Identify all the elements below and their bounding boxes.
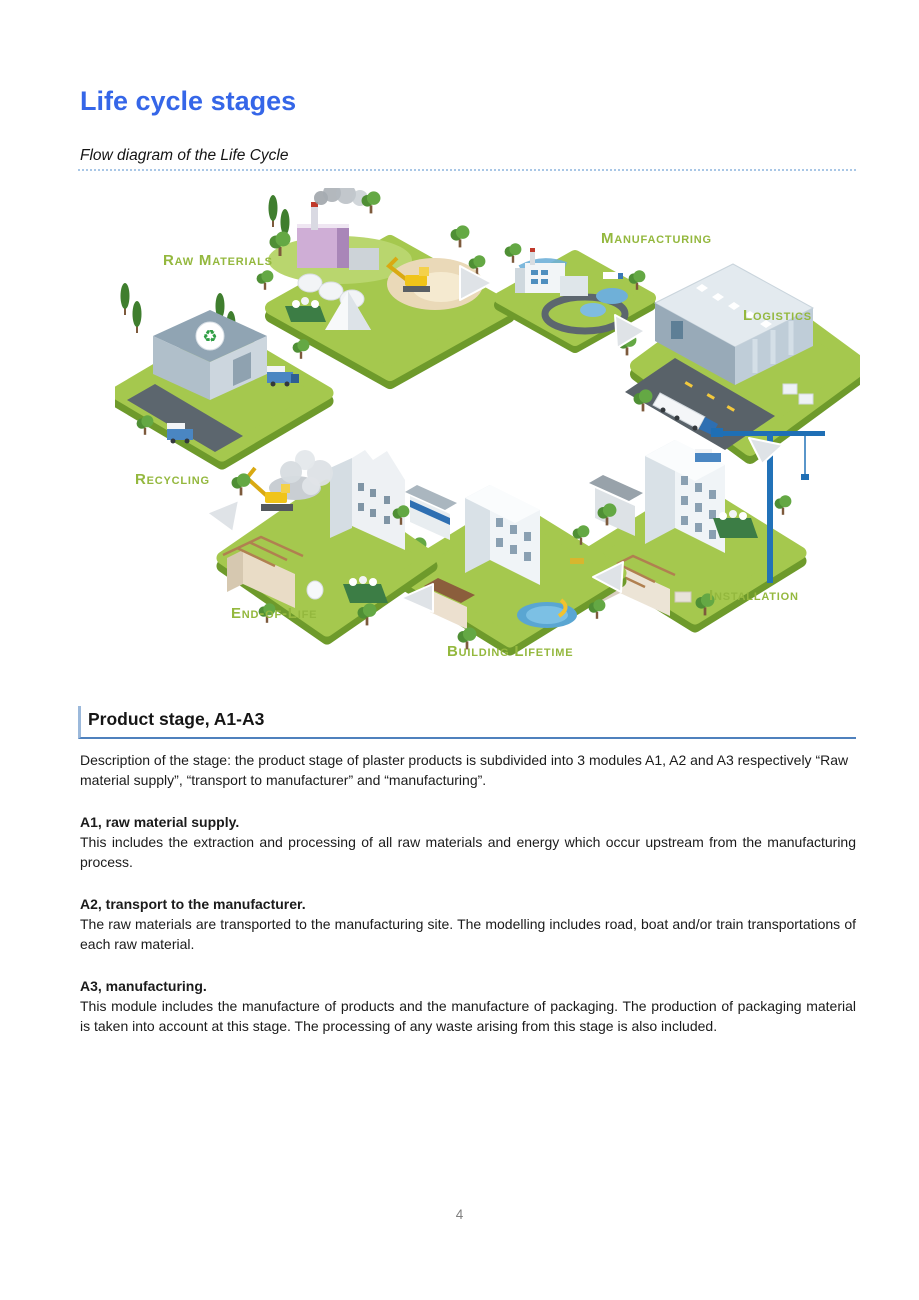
page-number: 4	[455, 1207, 464, 1222]
recycle-icon: ♻	[202, 327, 218, 346]
diagram-label-manufacturing: Manufacturing	[601, 230, 712, 247]
island-logistics	[618, 264, 860, 457]
subsection-a2	[80, 894, 856, 954]
diagram-label-logistics: Logistics	[743, 307, 812, 324]
diagram-label-recycling: Recycling	[135, 471, 210, 488]
page-title: Life cycle stages	[80, 86, 297, 116]
subsection-a1	[80, 812, 856, 872]
diagram-label-installation: Installation	[709, 587, 799, 604]
subsection-a1-heading: A1, raw material supply.	[80, 814, 240, 830]
subsection-a3-heading: A3, manufacturing.	[80, 978, 207, 994]
figure-caption: Flow diagram of the Life Cycle	[80, 147, 289, 164]
diagram-label-end-of-life: End-of-Life	[231, 605, 318, 622]
life-cycle-diagram	[115, 188, 860, 666]
subsection-a1-body: This includes the extraction and processing of all raw materials and energy which occur upstream from the manufacturing process.	[80, 834, 856, 870]
section-body	[80, 750, 856, 1036]
subsection-a2-heading: A2, transport to the manufacturer.	[80, 896, 306, 912]
subsection-a3	[80, 976, 856, 1036]
subsection-a2-body: The raw materials are transported to the manufacturing site. The modelling includes road, boat and/or train transportations of each raw material.	[80, 916, 856, 952]
diagram-label-raw-materials: Raw Materials	[163, 252, 273, 269]
section-heading-product-stage: Product stage, A1-A3	[78, 706, 856, 739]
dotted-divider	[78, 169, 856, 171]
arrow-endoflife-to-recycling	[207, 500, 239, 532]
subsection-a3-body: This module includes the manufacture of products and the manufacture of packaging. The production of packaging material is taken into account at this stage. The processing of any waste arising from this stage is also included.	[80, 998, 856, 1034]
stage-description: Description of the stage: the product stage of plaster products is subdivided into 3 modules A1, A2 and A3 respectively “Raw material supply”, “transport to manufacturer” and “manufacturing”.	[80, 752, 849, 788]
diagram-label-building-lifetime: Building Lifetime	[447, 643, 574, 660]
